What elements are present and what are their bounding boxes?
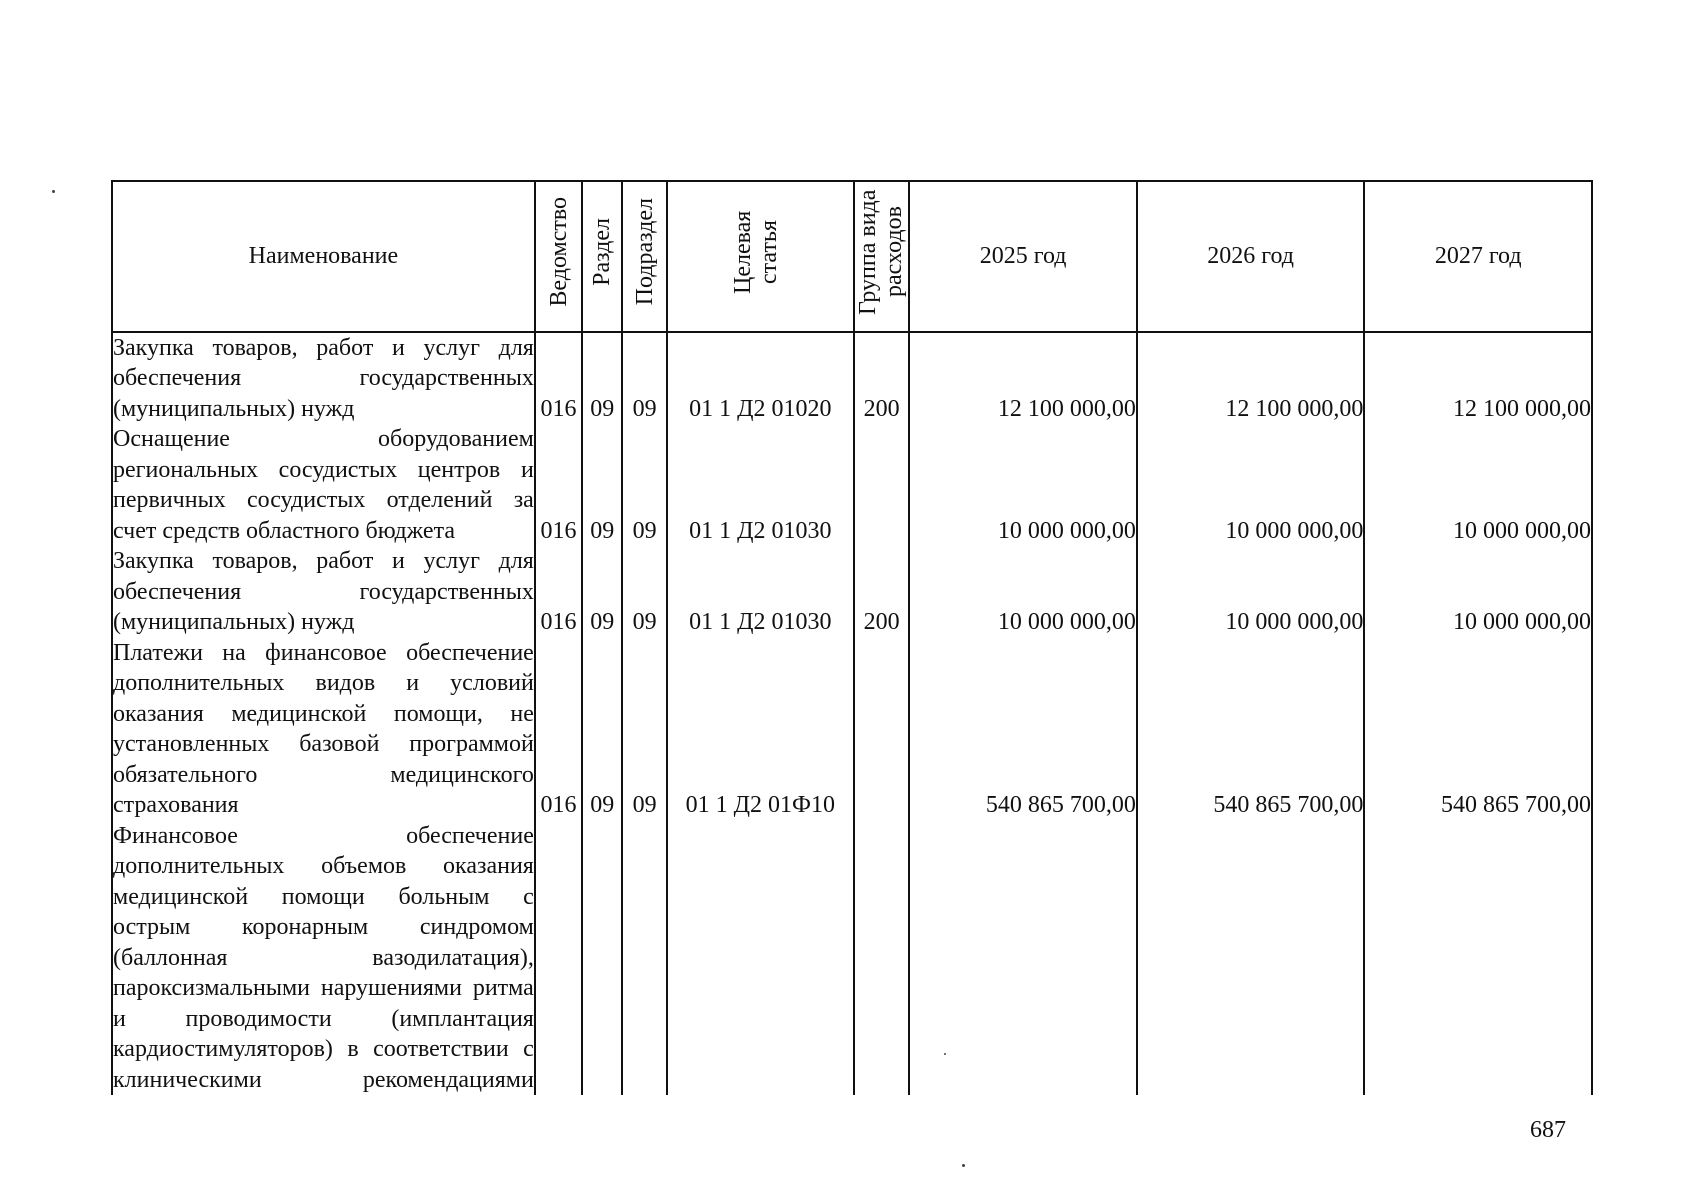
budget-table — [111, 180, 1593, 1095]
row-razdel: 09 — [582, 546, 622, 638]
table-row — [112, 638, 1592, 821]
row-amount-2026: 10 000 000,00 — [1137, 546, 1365, 638]
row-name: Оснащение оборудованием региональных сосудистых центров и первичных сосудистых отделений за счет средств областного бюджета — [112, 424, 535, 546]
row-gruppa — [854, 821, 909, 1096]
row-tselevaya-statya: 01 1 Д2 01020 — [667, 332, 854, 425]
row-tselevaya-statya: 01 1 Д2 01030 — [667, 424, 854, 546]
row-amount-2025: 10 000 000,00 — [909, 546, 1137, 638]
row-name: Закупка товаров, работ и услуг для обеспечения государственных (муниципальных) нужд — [112, 546, 535, 638]
row-razdel: 09 — [582, 332, 622, 425]
table-row — [112, 821, 1592, 1096]
row-vedomstvo: 016 — [535, 546, 582, 638]
header-2026: 2026 год — [1137, 181, 1365, 332]
row-podrazdel: 09 — [622, 546, 666, 638]
row-amount-2027: 540 865 700,00 — [1364, 638, 1592, 821]
table-row — [112, 546, 1592, 638]
row-gruppa — [854, 638, 909, 821]
row-amount-2027: 12 100 000,00 — [1364, 332, 1592, 425]
scan-speck — [962, 1164, 965, 1167]
row-razdel: 09 — [582, 638, 622, 821]
header-razdel: Раздел — [582, 181, 622, 332]
row-podrazdel — [622, 821, 666, 1096]
row-name: Платежи на финансовое обеспечение дополнительных видов и условий оказания медицинской помощи, не установленных базовой программой обязательного медицинского страхования — [112, 638, 535, 821]
header-2027: 2027 год — [1364, 181, 1592, 332]
row-amount-2026 — [1137, 821, 1365, 1096]
row-podrazdel: 09 — [622, 638, 666, 821]
row-amount-2027 — [1364, 821, 1592, 1096]
row-tselevaya-statya: 01 1 Д2 01Ф10 — [667, 638, 854, 821]
scan-speck — [52, 190, 55, 193]
page-number: 687 — [1530, 1117, 1566, 1143]
row-gruppa — [854, 424, 909, 546]
header-vedomstvo: Ведомство — [535, 181, 582, 332]
row-amount-2026: 540 865 700,00 — [1137, 638, 1365, 821]
header-2025: 2025 год — [909, 181, 1137, 332]
row-gruppa: 200 — [854, 546, 909, 638]
header-podrazdel: Подраздел — [622, 181, 666, 332]
row-podrazdel: 09 — [622, 424, 666, 546]
row-podrazdel: 09 — [622, 332, 666, 425]
row-gruppa: 200 — [854, 332, 909, 425]
row-vedomstvo — [535, 821, 582, 1096]
table-row — [112, 332, 1592, 425]
header-name: Наименование — [112, 181, 535, 332]
header-tselevaya-statya: Целевая статья — [667, 181, 854, 332]
row-vedomstvo: 016 — [535, 332, 582, 425]
row-razdel — [582, 821, 622, 1096]
row-tselevaya-statya — [667, 821, 854, 1096]
row-tselevaya-statya: 01 1 Д2 01030 — [667, 546, 854, 638]
row-amount-2025: 12 100 000,00 — [909, 332, 1137, 425]
row-name: Финансовое обеспечение дополнительных объемов оказания медицинской помощи больным с острым коронарным синдромом (баллонная вазодилатация), пароксизмальными нарушениями ритма и проводимости (имплантация кардиостимуляторов) в соответствии с клиническими рекомендациями — [112, 821, 535, 1096]
row-vedomstvo: 016 — [535, 424, 582, 546]
row-vedomstvo: 016 — [535, 638, 582, 821]
row-amount-2025: 540 865 700,00 — [909, 638, 1137, 821]
row-amount-2025 — [909, 821, 1137, 1096]
row-amount-2027: 10 000 000,00 — [1364, 546, 1592, 638]
row-amount-2027: 10 000 000,00 — [1364, 424, 1592, 546]
header-gruppa-vida-raskhodov: Группа вида расходов — [854, 181, 909, 332]
row-name: Закупка товаров, работ и услуг для обеспечения государственных (муниципальных) нужд — [112, 332, 535, 425]
table-row — [112, 424, 1592, 546]
row-razdel: 09 — [582, 424, 622, 546]
row-amount-2026: 10 000 000,00 — [1137, 424, 1365, 546]
table-header-row — [112, 181, 1592, 332]
row-amount-2026: 12 100 000,00 — [1137, 332, 1365, 425]
row-amount-2025: 10 000 000,00 — [909, 424, 1137, 546]
